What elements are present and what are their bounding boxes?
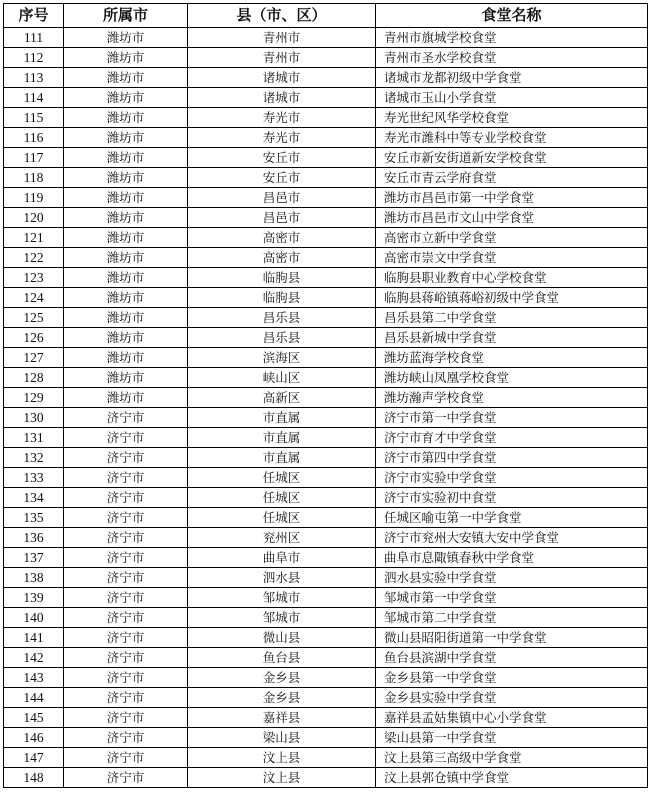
cell-county: 市直属 xyxy=(188,428,376,448)
header-city: 所属市 xyxy=(64,4,188,28)
cell-county: 泗水县 xyxy=(188,568,376,588)
table-row xyxy=(4,508,648,528)
table-row xyxy=(4,228,648,248)
cell-city: 潍坊市 xyxy=(64,328,188,348)
table-row xyxy=(4,88,648,108)
table-row xyxy=(4,408,648,428)
cell-serial-number: 125 xyxy=(4,308,64,328)
cell-canteen-name: 诸城市龙都初级中学食堂 xyxy=(376,68,648,88)
cell-city: 潍坊市 xyxy=(64,168,188,188)
cell-city: 潍坊市 xyxy=(64,348,188,368)
cell-serial-number: 122 xyxy=(4,248,64,268)
cell-county: 任城区 xyxy=(188,468,376,488)
table-row xyxy=(4,28,648,48)
cell-serial-number: 133 xyxy=(4,468,64,488)
table-row xyxy=(4,548,648,568)
cell-county: 高新区 xyxy=(188,388,376,408)
cell-canteen-name: 泗水县实验中学食堂 xyxy=(376,568,648,588)
table-row xyxy=(4,48,648,68)
cell-city: 济宁市 xyxy=(64,508,188,528)
cell-county: 寿光市 xyxy=(188,108,376,128)
cell-county: 峡山区 xyxy=(188,368,376,388)
cell-serial-number: 136 xyxy=(4,528,64,548)
cell-county: 青州市 xyxy=(188,48,376,68)
cell-county: 金乡县 xyxy=(188,668,376,688)
cell-city: 潍坊市 xyxy=(64,308,188,328)
cell-serial-number: 130 xyxy=(4,408,64,428)
cell-canteen-name: 昌乐县第二中学食堂 xyxy=(376,308,648,328)
table-body xyxy=(4,28,648,788)
cell-city: 济宁市 xyxy=(64,528,188,548)
cell-city: 潍坊市 xyxy=(64,68,188,88)
cell-city: 济宁市 xyxy=(64,468,188,488)
canteen-table xyxy=(3,3,648,788)
cell-county: 市直属 xyxy=(188,408,376,428)
cell-county: 昌乐县 xyxy=(188,328,376,348)
cell-canteen-name: 临朐县职业教育中心学校食堂 xyxy=(376,268,648,288)
cell-canteen-name: 嘉祥县孟姑集镇中心小学食堂 xyxy=(376,708,648,728)
cell-city: 潍坊市 xyxy=(64,48,188,68)
cell-serial-number: 111 xyxy=(4,28,64,48)
cell-county: 安丘市 xyxy=(188,148,376,168)
table-row xyxy=(4,188,648,208)
cell-county: 青州市 xyxy=(188,28,376,48)
cell-canteen-name: 任城区喻屯第一中学食堂 xyxy=(376,508,648,528)
cell-county: 昌邑市 xyxy=(188,208,376,228)
cell-county: 市直属 xyxy=(188,448,376,468)
cell-serial-number: 139 xyxy=(4,588,64,608)
table-row xyxy=(4,348,648,368)
cell-canteen-name: 昌乐县新城中学食堂 xyxy=(376,328,648,348)
cell-city: 济宁市 xyxy=(64,728,188,748)
cell-county: 高密市 xyxy=(188,228,376,248)
cell-serial-number: 147 xyxy=(4,748,64,768)
cell-city: 济宁市 xyxy=(64,648,188,668)
cell-serial-number: 144 xyxy=(4,688,64,708)
cell-county: 兖州区 xyxy=(188,528,376,548)
cell-county: 寿光市 xyxy=(188,128,376,148)
table-row xyxy=(4,308,648,328)
cell-canteen-name: 潍坊市昌邑市文山中学食堂 xyxy=(376,208,648,228)
cell-canteen-name: 金乡县实验中学食堂 xyxy=(376,688,648,708)
cell-serial-number: 128 xyxy=(4,368,64,388)
cell-canteen-name: 青州市圣水学校食堂 xyxy=(376,48,648,68)
cell-serial-number: 126 xyxy=(4,328,64,348)
cell-county: 任城区 xyxy=(188,488,376,508)
cell-canteen-name: 临朐县蒋峪镇蒋峪初级中学食堂 xyxy=(376,288,648,308)
cell-county: 诸城市 xyxy=(188,68,376,88)
cell-city: 济宁市 xyxy=(64,668,188,688)
table-row xyxy=(4,648,648,668)
cell-city: 潍坊市 xyxy=(64,148,188,168)
cell-canteen-name: 高密市崇文中学食堂 xyxy=(376,248,648,268)
table-row xyxy=(4,368,648,388)
canteen-list-page xyxy=(3,3,648,788)
table-row xyxy=(4,708,648,728)
cell-serial-number: 113 xyxy=(4,68,64,88)
cell-county: 汶上县 xyxy=(188,748,376,768)
cell-county: 嘉祥县 xyxy=(188,708,376,728)
table-row xyxy=(4,208,648,228)
cell-serial-number: 134 xyxy=(4,488,64,508)
table-row xyxy=(4,568,648,588)
table-row xyxy=(4,628,648,648)
cell-canteen-name: 济宁市育才中学食堂 xyxy=(376,428,648,448)
cell-canteen-name: 高密市立新中学食堂 xyxy=(376,228,648,248)
cell-county: 微山县 xyxy=(188,628,376,648)
table-row xyxy=(4,168,648,188)
cell-county: 任城区 xyxy=(188,508,376,528)
cell-city: 潍坊市 xyxy=(64,128,188,148)
cell-canteen-name: 济宁市第一中学食堂 xyxy=(376,408,648,428)
cell-city: 潍坊市 xyxy=(64,388,188,408)
cell-city: 济宁市 xyxy=(64,628,188,648)
table-row xyxy=(4,488,648,508)
header-county: 县（市、区） xyxy=(188,4,376,28)
cell-canteen-name: 安丘市青云学府食堂 xyxy=(376,168,648,188)
cell-county: 诸城市 xyxy=(188,88,376,108)
table-row xyxy=(4,688,648,708)
table-row xyxy=(4,428,648,448)
cell-canteen-name: 安丘市新安街道新安学校食堂 xyxy=(376,148,648,168)
cell-county: 邹城市 xyxy=(188,608,376,628)
cell-serial-number: 143 xyxy=(4,668,64,688)
cell-city: 潍坊市 xyxy=(64,228,188,248)
cell-county: 临朐县 xyxy=(188,288,376,308)
cell-city: 济宁市 xyxy=(64,568,188,588)
cell-canteen-name: 汶上县第三高级中学食堂 xyxy=(376,748,648,768)
cell-county: 金乡县 xyxy=(188,688,376,708)
cell-canteen-name: 邹城市第二中学食堂 xyxy=(376,608,648,628)
cell-serial-number: 121 xyxy=(4,228,64,248)
cell-canteen-name: 梁山县第一中学食堂 xyxy=(376,728,648,748)
table-row xyxy=(4,288,648,308)
table-row xyxy=(4,68,648,88)
cell-serial-number: 123 xyxy=(4,268,64,288)
table-header-row xyxy=(4,4,648,28)
cell-city: 济宁市 xyxy=(64,448,188,468)
table-row xyxy=(4,468,648,488)
table-row xyxy=(4,448,648,468)
cell-serial-number: 145 xyxy=(4,708,64,728)
cell-serial-number: 148 xyxy=(4,768,64,788)
cell-canteen-name: 曲阜市息陬镇春秋中学食堂 xyxy=(376,548,648,568)
cell-serial-number: 114 xyxy=(4,88,64,108)
table-row xyxy=(4,388,648,408)
cell-county: 滨海区 xyxy=(188,348,376,368)
table-row xyxy=(4,728,648,748)
table-row xyxy=(4,328,648,348)
cell-canteen-name: 济宁市实验初中食堂 xyxy=(376,488,648,508)
cell-city: 济宁市 xyxy=(64,688,188,708)
cell-canteen-name: 济宁市实验中学食堂 xyxy=(376,468,648,488)
cell-city: 济宁市 xyxy=(64,488,188,508)
cell-serial-number: 120 xyxy=(4,208,64,228)
cell-city: 潍坊市 xyxy=(64,108,188,128)
table-row xyxy=(4,108,648,128)
cell-serial-number: 127 xyxy=(4,348,64,368)
cell-canteen-name: 汶上县郭仓镇中学食堂 xyxy=(376,768,648,788)
table-row xyxy=(4,748,648,768)
cell-county: 临朐县 xyxy=(188,268,376,288)
cell-city: 潍坊市 xyxy=(64,208,188,228)
cell-canteen-name: 寿光市潍科中等专业学校食堂 xyxy=(376,128,648,148)
table-row xyxy=(4,268,648,288)
table-row xyxy=(4,248,648,268)
cell-serial-number: 141 xyxy=(4,628,64,648)
cell-canteen-name: 潍坊瀚声学校食堂 xyxy=(376,388,648,408)
cell-canteen-name: 金乡县第一中学食堂 xyxy=(376,668,648,688)
table-row xyxy=(4,528,648,548)
table-row xyxy=(4,668,648,688)
table-row xyxy=(4,588,648,608)
cell-canteen-name: 济宁市第四中学食堂 xyxy=(376,448,648,468)
cell-serial-number: 116 xyxy=(4,128,64,148)
cell-city: 济宁市 xyxy=(64,548,188,568)
cell-canteen-name: 潍坊市昌邑市第一中学食堂 xyxy=(376,188,648,208)
cell-county: 梁山县 xyxy=(188,728,376,748)
cell-serial-number: 129 xyxy=(4,388,64,408)
cell-city: 济宁市 xyxy=(64,608,188,628)
cell-canteen-name: 潍坊峡山凤凰学校食堂 xyxy=(376,368,648,388)
cell-city: 济宁市 xyxy=(64,408,188,428)
cell-serial-number: 135 xyxy=(4,508,64,528)
cell-county: 安丘市 xyxy=(188,168,376,188)
cell-serial-number: 140 xyxy=(4,608,64,628)
cell-county: 汶上县 xyxy=(188,768,376,788)
cell-serial-number: 115 xyxy=(4,108,64,128)
cell-serial-number: 112 xyxy=(4,48,64,68)
cell-canteen-name: 潍坊蓝海学校食堂 xyxy=(376,348,648,368)
cell-serial-number: 138 xyxy=(4,568,64,588)
cell-city: 潍坊市 xyxy=(64,28,188,48)
cell-canteen-name: 微山县昭阳街道第一中学食堂 xyxy=(376,628,648,648)
cell-canteen-name: 寿光世纪风华学校食堂 xyxy=(376,108,648,128)
cell-city: 潍坊市 xyxy=(64,268,188,288)
cell-canteen-name: 诸城市玉山小学食堂 xyxy=(376,88,648,108)
cell-canteen-name: 邹城市第一中学食堂 xyxy=(376,588,648,608)
cell-county: 昌乐县 xyxy=(188,308,376,328)
cell-city: 潍坊市 xyxy=(64,368,188,388)
cell-serial-number: 119 xyxy=(4,188,64,208)
cell-serial-number: 137 xyxy=(4,548,64,568)
cell-city: 济宁市 xyxy=(64,428,188,448)
cell-county: 邹城市 xyxy=(188,588,376,608)
table-row xyxy=(4,608,648,628)
cell-county: 高密市 xyxy=(188,248,376,268)
header-serial-number: 序号 xyxy=(4,4,64,28)
table-row xyxy=(4,148,648,168)
cell-city: 济宁市 xyxy=(64,708,188,728)
cell-city: 济宁市 xyxy=(64,748,188,768)
cell-serial-number: 132 xyxy=(4,448,64,468)
cell-city: 潍坊市 xyxy=(64,248,188,268)
cell-serial-number: 142 xyxy=(4,648,64,668)
cell-canteen-name: 青州市旗城学校食堂 xyxy=(376,28,648,48)
table-row xyxy=(4,768,648,788)
cell-city: 济宁市 xyxy=(64,768,188,788)
header-canteen-name: 食堂名称 xyxy=(376,4,648,28)
cell-serial-number: 131 xyxy=(4,428,64,448)
cell-canteen-name: 鱼台县滨湖中学食堂 xyxy=(376,648,648,668)
cell-county: 曲阜市 xyxy=(188,548,376,568)
cell-serial-number: 117 xyxy=(4,148,64,168)
cell-canteen-name: 济宁市兖州大安镇大安中学食堂 xyxy=(376,528,648,548)
cell-city: 潍坊市 xyxy=(64,88,188,108)
cell-serial-number: 118 xyxy=(4,168,64,188)
cell-county: 昌邑市 xyxy=(188,188,376,208)
cell-serial-number: 146 xyxy=(4,728,64,748)
cell-city: 潍坊市 xyxy=(64,188,188,208)
cell-city: 济宁市 xyxy=(64,588,188,608)
cell-city: 潍坊市 xyxy=(64,288,188,308)
cell-county: 鱼台县 xyxy=(188,648,376,668)
cell-serial-number: 124 xyxy=(4,288,64,308)
table-row xyxy=(4,128,648,148)
